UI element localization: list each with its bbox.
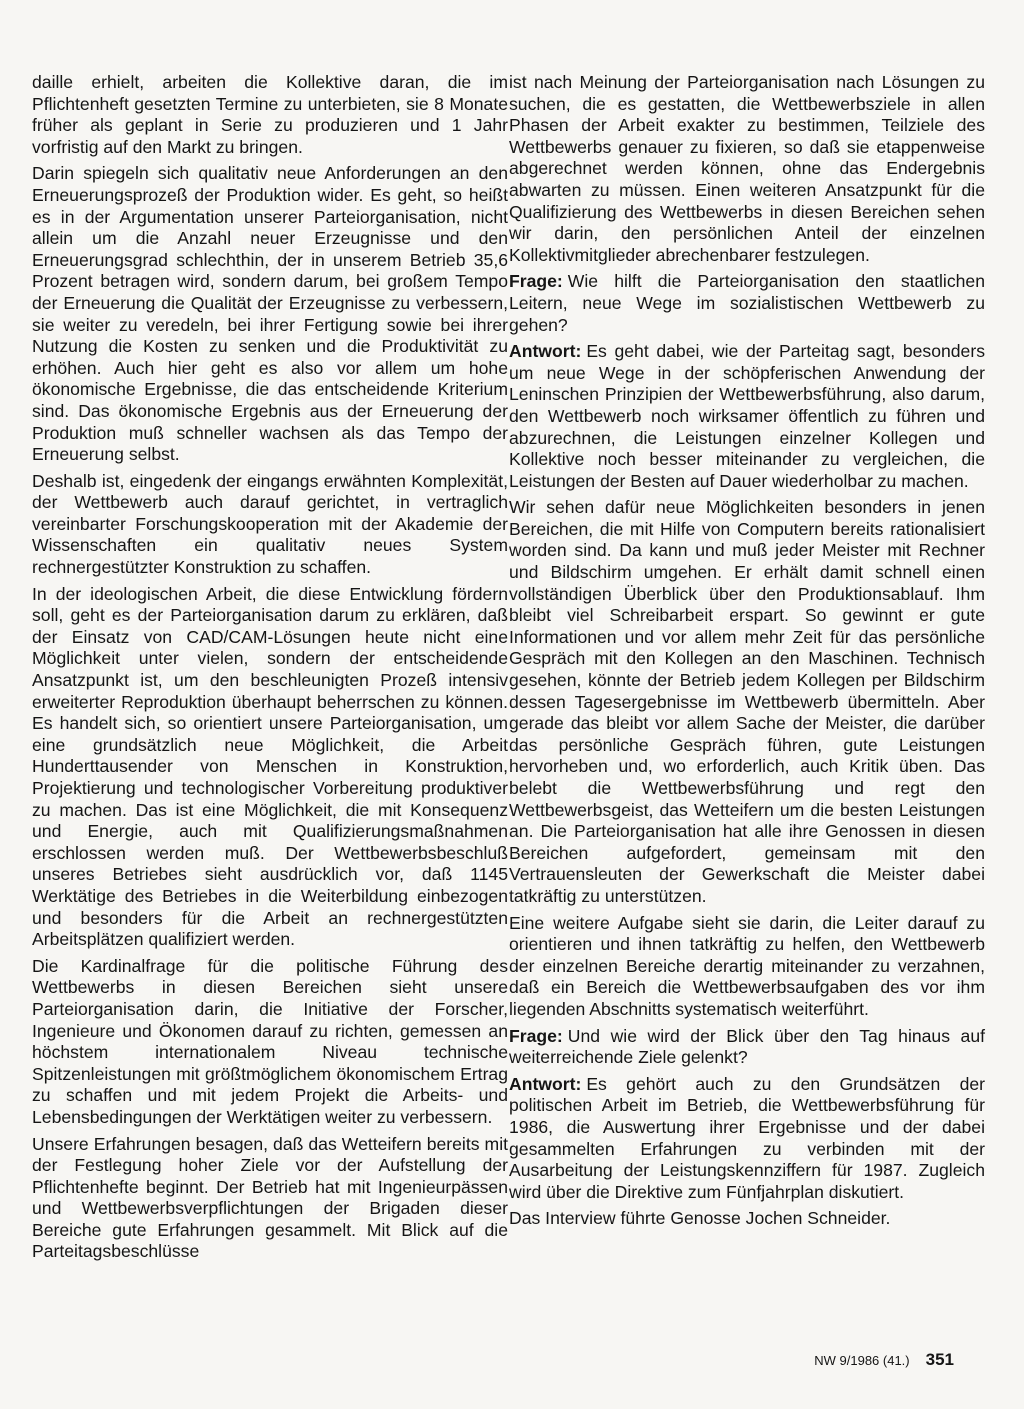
paragraph: Unsere Erfahrungen besagen, daß das Wetteifern bereits mit der Festlegung hoher Ziele vor der Aufstellung der Pflichtenhefte beginnt. Der Betrieb hat mit Ingenieurpässen und Wettbewerbsverpflichtungen der Brigaden dieser Bereiche gute Erfahrungen gesammelt. Mit Blick auf die Parteitagsbeschlüsse [32, 1133, 508, 1262]
question-paragraph [509, 1026, 985, 1069]
question-text: Und wie wird der Blick über den Tag hinaus auf weiterreichende Ziele gelenkt? [509, 1025, 985, 1068]
left-column [32, 72, 508, 1268]
answer-text: Es geht dabei, wie der Parteitag sagt, besonders um neue Wege in der schöpferischen Anwendung der Leninschen Prinzipien der Wettbewerbsführung, also darum, den Wettbewerb noch wirksamer öffentlich zu führen und abzurechnen, die Leistungen einzelner Kollegen und Kollektive noch besser miteinander zu vergleichen, die Leistungen der Besten auf Dauer wiederholbar zu machen. [509, 341, 985, 491]
interview-credit: Das Interview führte Genosse Jochen Schneider. [509, 1208, 891, 1229]
right-column [509, 72, 985, 1235]
paragraph: Darin spiegeln sich qualitativ neue Anforderungen an den Erneuerungsprozeß der Produktion wider. Es geht, so heißt es in der Argumentation unserer Parteiorganisation, nicht allein um die Anzahl neuer Erzeugnisse und den Erneuerungsgrad schlechthin, der in unserem Betrieb 35,6 Prozent betragen wird, sondern darum, bei großem Tempo der Erneuerung die Qualität der Erzeugnisse zu verbessern, sie weiter zu veredeln, bei ihrer Fertigung sowie bei ihrer Nutzung die Kosten zu senken und die Produktivität zu erhöhen. Auch hier geht es also vor allem um hohe ökonomische Ergebnisse, die das entscheidende Kriterium sind. Das ökonomische Ergebnis aus der Erneuerung der Produktion muß schneller wachsen als das Tempo der Erneuerung selbst. [32, 163, 508, 465]
paragraph: ist nach Meinung der Parteiorganisation nach Lösungen zu suchen, die es gestatten, die Wettbewerbsziele in allen Phasen der Arbeit exakter zu bestimmen, Teilziele des Wettbewerbs genauer zu fixieren, so daß sie etappenweise abgerechnet werden können, ohne das Endergebnis abwarten zu müssen. Einen weiteren Ansatzpunkt für die Qualifizierung des Wettbewerbs in diesen Bereichen sehen wir darin, den persönlichen Anteil der einzelnen Kollektivmitglieder abrechenbarer festzulegen. [509, 72, 985, 265]
answer-text: Es gehört auch zu den Grundsätzen der politischen Arbeit im Betrieb, die Wettbewerbsführung für 1986, die Auswertung ihrer Ergebnisse und der dabei gesammelten Erfahrungen zu verbinden mit der Ausarbeitung der Leistungskennziffern für 1987. Zugleich wird über die Direktive zum Fünfjahrplan diskutiert. [509, 1073, 985, 1202]
answer-label: Antwort: [509, 1073, 582, 1094]
question-label: Frage: [509, 1025, 563, 1046]
answer-paragraph [509, 341, 985, 492]
paragraph: In der ideologischen Arbeit, die diese Entwicklung fördern soll, geht es der Parteiorganisation darum zu erklären, daß der Einsatz von CAD/CAM-Lösungen heute nicht eine Möglichkeit unter vielen, sondern der entscheidende Ansatzpunkt ist, um den beschleunigten Prozeß intensiv erweiterter Reproduktion überhaupt beherrschen zu können. Es handelt sich, so orientiert unsere Parteiorganisation, um eine grundsätzlich neue Möglichkeit, die Arbeit Hunderttausender von Menschen in Konstruktion, Projektierung und technologischer Vorbereitung produktiver zu machen. Das ist eine Möglichkeit, die mit Konsequenz und Energie, auch mit Qualifizierungsmaßnahmen erschlossen werden muß. Der Wettbewerbsbeschluß unseres Betriebes sieht ausdrücklich vor, daß 1145 Werktätige des Betriebes in die Weiterbildung einbezogen und besonders für die Arbeit an rechnergestützten Arbeitsplätzen qualifiziert werden. [32, 583, 508, 950]
page-footer [814, 1350, 954, 1370]
issue-reference: NW 9/1986 (41.) [814, 1353, 910, 1368]
answer-paragraph [509, 1074, 985, 1204]
question-paragraph [509, 271, 985, 336]
paragraph: Wir sehen dafür neue Möglichkeiten besonders in jenen Bereichen, die mit Hilfe von Computern bereits rationalisiert worden sind. Da kann und muß jeder Meister mit Rechner und Bildschirm umgehen. Er erhält damit schnell einen vollständigen Überblick über den Produktionsablauf. Ihm bleibt viel Schreibarbeit erspart. So gewinnt er gute Informationen und vor allem mehr Zeit für das persönliche Gespräch mit den Kollegen an den Maschinen. Technisch gesehen, könnte der Betrieb jedem Kollegen per Bildschirm dessen Tagesergebnisse im Wettbewerb übermitteln. Aber gerade das bleibt vor allem Sache der Meister, die darüber das persönliche Gespräch führen, gute Leistungen hervorheben und, wo erforderlich, auch Kritik üben. Das belebt die Wettbewerbsführung und regt den Wettbewerbsgeist, das Wetteifern um die besten Leistungen an. Die Parteiorganisation hat alle ihre Genossen in diesen Bereichen aufgefordert, gemeinsam mit den Vertrauensleuten der Gewerkschaft die Meister dabei tatkräftig zu unterstützen. [509, 497, 985, 906]
answer-label: Antwort: [509, 341, 582, 362]
page-number: 351 [925, 1350, 954, 1369]
paragraph: Eine weitere Aufgabe sieht sie darin, die Leiter darauf zu orientieren und ihnen tatkräftig zu helfen, den Wettbewerb der einzelnen Bereiche derartig miteinander zu verzahnen, daß ein Bereich die Wettbewerbsaufgaben des vor ihm liegenden Abschnitts systematisch weiterführt. [509, 912, 985, 1019]
question-label: Frage: [509, 271, 563, 292]
paragraph: Deshalb ist, eingedenk der eingangs erwähnten Komplexität, der Wettbewerb auch darauf gerichtet, in vertraglich vereinbarter Forschungskooperation mit der Akademie der Wissenschaften ein qualitativ neues System rechnergestützter Konstruktion zu schaffen. [32, 470, 508, 578]
paragraph: daille erhielt, arbeiten die Kollektive daran, die im Pflichtenheft gesetzten Termine zu unterbieten, sie 8 Monate früher als geplant in Serie zu produzieren und 1 Jahr vorfristig auf den Markt zu bringen. [32, 72, 508, 157]
paragraph: Die Kardinalfrage für die politische Führung des Wettbewerbs in diesen Bereichen sieht unsere Parteiorganisation darin, die Initiative der Forscher, Ingenieure und Ökonomen darauf zu richten, gemessen an höchstem internationalem Niveau technische Spitzenleistungen mit größtmöglichem ökonomischem Ertrag zu schaffen und mit jedem Projekt die Arbeits- und Lebensbedingungen der Werktätigen weiter zu verbessern. [32, 955, 508, 1127]
question-text: Wie hilft die Parteiorganisation den staatlichen Leitern, neue Wege im sozialistischen Wettbewerb zu gehen? [509, 271, 985, 335]
